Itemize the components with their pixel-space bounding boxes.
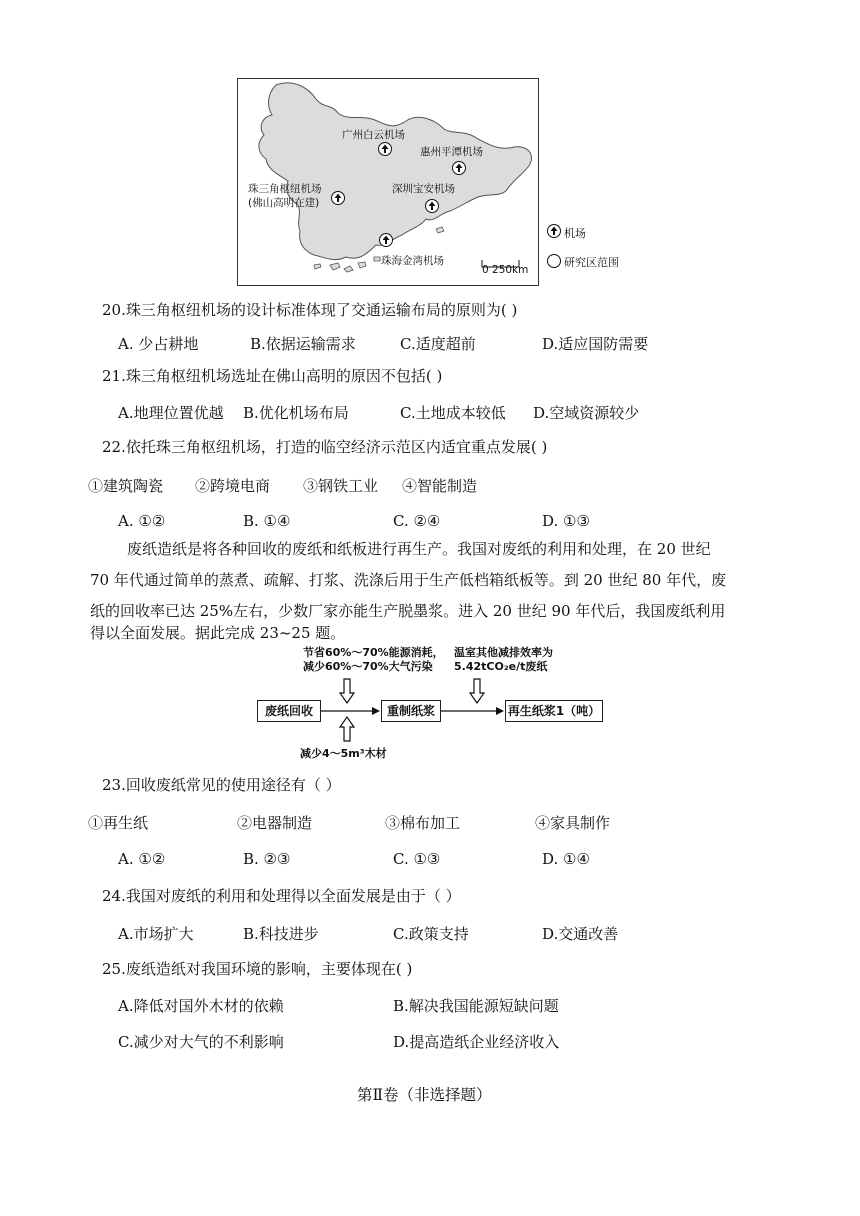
q20-option-c[interactable]: C.适度超前 (400, 335, 476, 353)
passage-line-1: 废纸造纸是将各种回收的废纸和纸板进行再生产。我国对废纸的利用和处理，在 20 世纪 (127, 540, 711, 558)
q20-option-d[interactable]: D.适应国防需要 (542, 335, 649, 353)
q23-option-c[interactable]: C. ①③ (393, 850, 441, 868)
q25-stem: 25.废纸造纸对我国环境的影响，主要体现在( ) (102, 960, 413, 978)
section-title: 第Ⅱ卷（非选择题） (357, 1086, 492, 1104)
q21-option-c[interactable]: C.土地成本较低 (400, 404, 506, 422)
q22-option-a[interactable]: A. ①② (118, 512, 166, 530)
q23-stem: 23.回收废纸常见的使用途径有（ ） (102, 776, 341, 794)
q21-stem: 21.珠三角枢纽机场选址在佛山高明的原因不包括( ) (102, 367, 443, 385)
flow-box-recycled-pulp: 再生纸浆1（吨） (505, 700, 603, 722)
flow-top-right-line2: 5.42tCO₂e/t废纸 (454, 660, 548, 673)
legend-airport-icon (547, 224, 561, 238)
q20-option-b[interactable]: B.依据运输需求 (250, 335, 356, 353)
flow-bottom-text: 减少4～5m³木材 (300, 747, 387, 760)
q25-option-a[interactable]: A.降低对国外木材的依赖 (118, 997, 284, 1015)
q25-option-c[interactable]: C.减少对大气的不利影响 (118, 1033, 284, 1051)
q22-item-3: ③钢铁工业 (303, 477, 379, 495)
flow-box-recycle: 废纸回收 (257, 700, 321, 722)
q24-option-d[interactable]: D.交通改善 (542, 925, 619, 943)
pearl-river-delta-map (237, 78, 539, 286)
q23-option-b[interactable]: B. ②③ (243, 850, 291, 868)
passage-line-2: 70 年代通过简单的蒸煮、疏解、打浆、洗涤后用于生产低档箱纸板等。到 20 世纪 80 年代，废 (90, 571, 727, 589)
airport-icon (379, 233, 393, 247)
flow-top-right-line1: 温室其他减排效率为 (454, 646, 553, 659)
q23-item-4: ④家具制作 (535, 814, 611, 832)
flow-top-left-line2: 减少60%～70%大气污染 (303, 660, 433, 673)
q22-option-c[interactable]: C. ②④ (393, 512, 441, 530)
passage-line-4: 得以全面发展。据此完成 23~25 题。 (90, 624, 346, 642)
zhuhai-airport-label: 珠海金湾机场 (381, 255, 444, 267)
huizhou-airport-label: 惠州平潭机场 (420, 146, 483, 158)
q23-item-1: ①再生纸 (88, 814, 149, 832)
flow-top-left-line1: 节省60%～70%能源消耗， (303, 646, 444, 659)
q22-item-1: ①建筑陶瓷 (88, 477, 164, 495)
q20-stem: 20.珠三角枢纽机场的设计标准体现了交通运输布局的原则为( ) (102, 301, 518, 319)
q22-item-4: ④智能制造 (402, 477, 478, 495)
legend-study-area-label: 研究区范围 (564, 256, 619, 269)
q23-option-d[interactable]: D. ①④ (542, 850, 590, 868)
passage-line-3: 纸的回收率已达 25%左右，少数厂家亦能生产脱墨浆。进入 20 世纪 90 年代后，我国废纸利用 (90, 602, 726, 620)
q21-option-d[interactable]: D.空域资源较少 (533, 404, 640, 422)
zhusanjiao-airport-label: 珠三角枢纽机场 (248, 183, 322, 195)
q24-option-b[interactable]: B.科技进步 (243, 925, 319, 943)
q23-option-a[interactable]: A. ①② (118, 850, 166, 868)
q24-stem: 24.我国对废纸的利用和处理得以全面发展是由于（ ） (102, 887, 461, 905)
q22-option-b[interactable]: B. ①④ (243, 512, 291, 530)
q25-option-d[interactable]: D.提高造纸企业经济收入 (393, 1033, 560, 1051)
q24-option-c[interactable]: C.政策支持 (393, 925, 469, 943)
legend-study-area-icon (547, 254, 561, 268)
shenzhen-airport-label: 深圳宝安机场 (392, 183, 455, 195)
q25-option-b[interactable]: B.解决我国能源短缺问题 (393, 997, 559, 1015)
q22-stem: 22.依托珠三角枢纽机场，打造的临空经济示范区内适宜重点发展( ) (102, 438, 548, 456)
flow-box-pulp: 重制纸浆 (381, 700, 441, 722)
q24-option-a[interactable]: A.市场扩大 (118, 925, 194, 943)
zhusanjiao-airport-note: (佛山高明在建) (248, 197, 320, 209)
airport-icon (452, 161, 466, 175)
airport-icon (378, 142, 392, 156)
q23-item-2: ②电器制造 (237, 814, 313, 832)
q22-option-d[interactable]: D. ①③ (542, 512, 590, 530)
airport-icon (331, 191, 345, 205)
q20-option-a[interactable]: A. 少占耕地 (118, 335, 199, 353)
q22-item-2: ②跨境电商 (195, 477, 271, 495)
q21-option-b[interactable]: B.优化机场布局 (243, 404, 349, 422)
scale-label: 0 250km (482, 264, 529, 276)
airport-icon (425, 199, 439, 213)
q23-item-3: ③棉布加工 (385, 814, 461, 832)
q21-option-a[interactable]: A.地理位置优越 (118, 404, 224, 422)
legend-airport-label: 机场 (564, 227, 586, 240)
guangzhou-airport-label: 广州白云机场 (342, 129, 405, 141)
